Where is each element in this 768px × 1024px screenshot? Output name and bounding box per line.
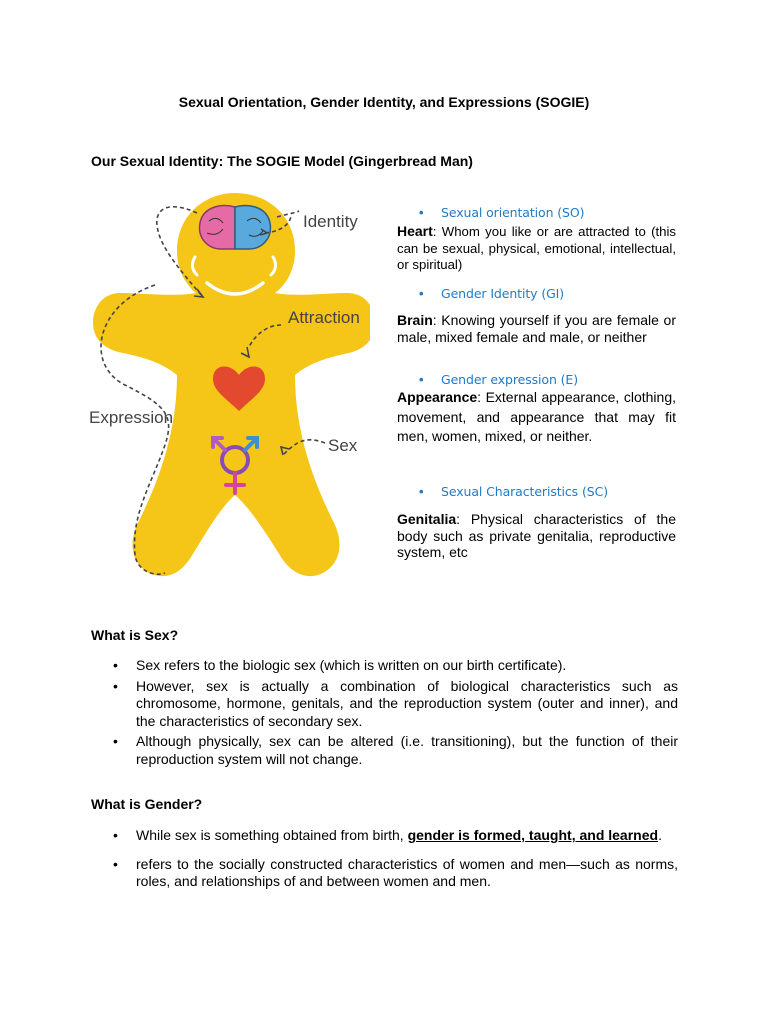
heading-e: Gender expression (E) [441, 372, 578, 387]
bullet-sexual-characteristics: • Sexual Characteristics (SC) [419, 484, 608, 499]
term-brain: Brain [397, 312, 433, 328]
list-item-text: Although physically, sex can be altered (i.e. transitioning), but the function of their reproduction system will not change. [136, 733, 678, 767]
heading-gi: Gender Identity (GI) [441, 286, 565, 301]
desc-sc-text: : Physical characteristics of the body such as private genitalia, reproductive system, etc [397, 511, 676, 560]
list-what-is-gender [91, 826, 678, 894]
list-item: • Sex refers to the biologic sex (which is written on our birth certificate). [113, 657, 567, 673]
term-appearance: Appearance [397, 389, 478, 405]
desc-sc [397, 511, 676, 561]
section-heading-sogie-model: Our Sexual Identity: The SOGIE Model (Gingerbread Man) [91, 153, 473, 169]
desc-e [397, 388, 676, 447]
gender-item1-pre: While sex is something obtained from birth, [136, 827, 408, 843]
desc-so [397, 223, 676, 274]
list-item-text: refers to the socially constructed characteristics of women and men—such as norms, roles, and relationships of and between women and men. [136, 855, 678, 889]
bullet-sexual-orientation: • Sexual orientation (SO) [419, 205, 585, 220]
label-attraction: Attraction [288, 308, 360, 327]
desc-e-text: : External appearance, clothing, movement, and appearance that may fit men, women, mixed, or neither. [397, 389, 676, 444]
page-title: Sexual Orientation, Gender Identity, and Expressions (SOGIE) [178, 94, 590, 110]
label-expression: Expression [89, 408, 174, 427]
gender-item1-emphasis: gender is formed, taught, and learned [407, 827, 659, 843]
heading-what-is-sex: What is Sex? [91, 627, 179, 643]
bullet-gender-identity: • Gender Identity (GI) [419, 286, 565, 301]
brain-icon [200, 206, 271, 249]
desc-gi [397, 312, 676, 345]
list-what-is-sex [91, 657, 678, 771]
list-item: • refers to the socially constructed characteristics of women and men—such as norms, roles, and relationships of and between women and men. [113, 855, 678, 889]
desc-gi-text: : Knowing yourself if you are female or male, mixed female and male, or neither [397, 312, 676, 345]
bullet-gender-expression: • Gender expression (E) [419, 372, 578, 387]
heading-what-is-gender: What is Gender? [91, 796, 203, 812]
desc-so-text: : Whom you like or are attracted to (this can be sexual, physical, emotional, intellectual, or spiritual) [397, 224, 676, 272]
heading-so: Sexual orientation (SO) [441, 205, 585, 220]
gender-item1-post: . [658, 827, 662, 843]
label-sex: Sex [328, 436, 358, 455]
label-identity: Identity [303, 212, 358, 231]
term-heart: Heart [397, 223, 433, 239]
term-genitalia: Genitalia [397, 511, 457, 527]
list-item-text: Sex refers to the biologic sex (which is written on our birth certificate). [136, 657, 567, 673]
list-item: • However, sex is actually a combination of biological characteristics such as chromosome, hormone, genitals, and the reproduction system (outer and inner), and the characteristics of secondary sex. [113, 677, 678, 729]
gingerbread-figure [85, 185, 370, 580]
list-item: • While sex is something obtained from birth, gender is formed, taught, and learned. [113, 827, 662, 843]
heading-sc: Sexual Characteristics (SC) [441, 484, 608, 499]
list-item-text: However, sex is actually a combination of biological characteristics such as chromosome, hormone, genitals, and the reproduction system (outer and inner), and the characteristics of secondary sex. [136, 677, 678, 729]
list-item: • Although physically, sex can be altered (i.e. transitioning), but the function of their reproduction system will not change. [113, 733, 678, 767]
